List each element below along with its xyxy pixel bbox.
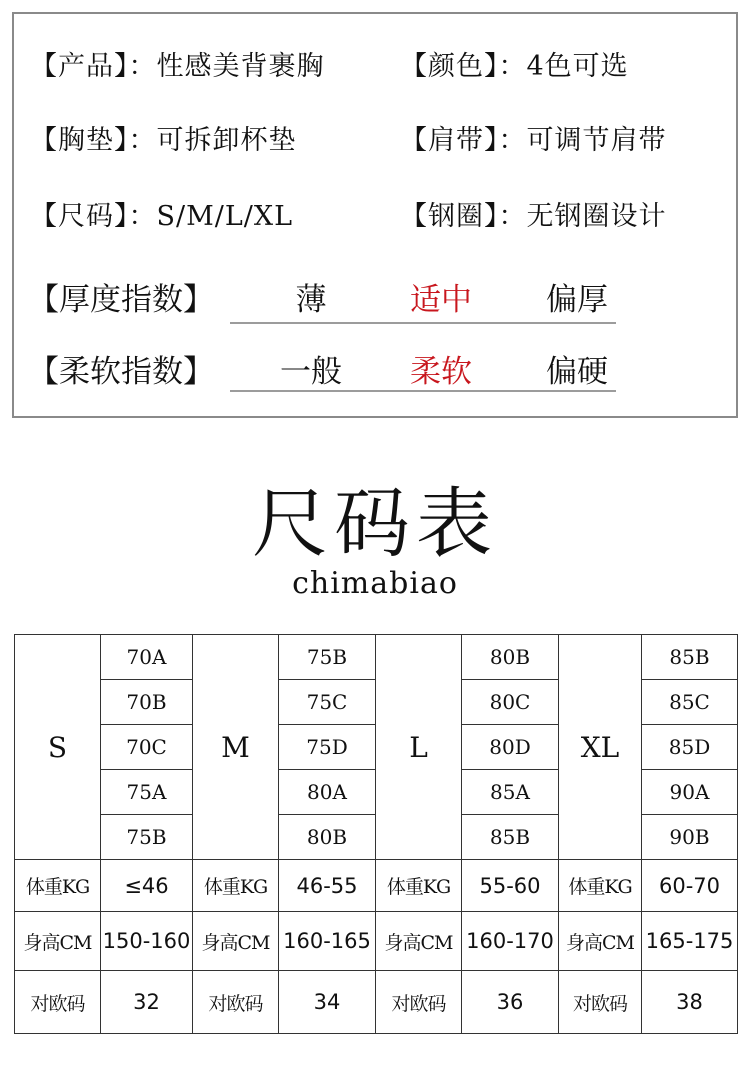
cup-cell: 85C <box>642 680 738 725</box>
size-name-l: L <box>376 635 462 860</box>
cup-cell: 75A <box>101 770 193 815</box>
size-chart-title: 尺码表 <box>252 479 498 568</box>
cup-cell: 85D <box>642 725 738 770</box>
height-value: 165-175 <box>642 912 738 971</box>
cup-cell: 80D <box>462 725 559 770</box>
thickness-option-medium: 适中 <box>410 282 472 318</box>
weight-label: 体重KG <box>376 860 462 912</box>
spec-pad: 【胸垫】：可拆卸杯垫 <box>30 125 297 156</box>
eu-size-label: 对欧码 <box>559 971 642 1034</box>
height-value: 160-170 <box>462 912 559 971</box>
height-label: 身高CM <box>193 912 279 971</box>
eu-size-label: 对欧码 <box>15 971 101 1034</box>
cup-cell: 90B <box>642 815 738 860</box>
cup-cell: 70C <box>101 725 193 770</box>
cup-cell: 85A <box>462 770 559 815</box>
cup-cell: 85B <box>642 635 738 680</box>
cup-cell: 70B <box>101 680 193 725</box>
eu-size-value: 34 <box>279 971 376 1034</box>
thickness-option-thick: 偏厚 <box>546 282 608 318</box>
spec-color: 【颜色】：4色可选 <box>400 51 629 82</box>
thickness-index-label: 【厚度指数】 <box>28 282 214 318</box>
size-name-m: M <box>193 635 279 860</box>
cup-cell: 80A <box>279 770 376 815</box>
weight-value: 55-60 <box>462 860 559 912</box>
cup-cell: 80B <box>462 635 559 680</box>
product-info-box <box>12 12 738 418</box>
cup-cell: 75B <box>279 635 376 680</box>
weight-value: 60-70 <box>642 860 738 912</box>
cup-cell: 70A <box>101 635 193 680</box>
size-name-xl: XL <box>559 635 642 860</box>
eu-size-value: 36 <box>462 971 559 1034</box>
eu-size-value: 38 <box>642 971 738 1034</box>
eu-size-value: 32 <box>101 971 193 1034</box>
cup-cell: 75D <box>279 725 376 770</box>
softness-index-label: 【柔软指数】 <box>28 354 214 390</box>
size-name-s: S <box>15 635 101 860</box>
softness-underline <box>230 390 616 392</box>
eu-size-label: 对欧码 <box>193 971 279 1034</box>
cup-cell: 80C <box>462 680 559 725</box>
thickness-underline <box>230 322 616 324</box>
height-label: 身高CM <box>376 912 462 971</box>
height-value: 160-165 <box>279 912 376 971</box>
weight-value: 46-55 <box>279 860 376 912</box>
cup-cell: 75B <box>101 815 193 860</box>
weight-label: 体重KG <box>559 860 642 912</box>
height-label: 身高CM <box>559 912 642 971</box>
cup-cell: 75C <box>279 680 376 725</box>
cup-cell: 85B <box>462 815 559 860</box>
height-value: 150-160 <box>101 912 193 971</box>
weight-value: ≤46 <box>101 860 193 912</box>
softness-option-hard: 偏硬 <box>546 354 608 390</box>
size-chart-subtitle: chimabiao <box>292 566 458 601</box>
eu-size-label: 对欧码 <box>376 971 462 1034</box>
spec-strap: 【肩带】：可调节肩带 <box>400 125 667 156</box>
spec-size: 【尺码】：S/M/L/XL <box>30 201 294 232</box>
softness-option-soft: 柔软 <box>410 354 472 390</box>
spec-underwire: 【钢圈】：无钢圈设计 <box>400 201 667 232</box>
thickness-option-thin: 薄 <box>295 282 327 318</box>
weight-label: 体重KG <box>15 860 101 912</box>
cup-cell: 90A <box>642 770 738 815</box>
spec-product: 【产品】：性感美背裹胸 <box>30 51 325 82</box>
cup-cell: 80B <box>279 815 376 860</box>
weight-label: 体重KG <box>193 860 279 912</box>
height-label: 身高CM <box>15 912 101 971</box>
softness-option-normal: 一般 <box>280 354 342 390</box>
size-chart-table <box>14 634 738 1034</box>
